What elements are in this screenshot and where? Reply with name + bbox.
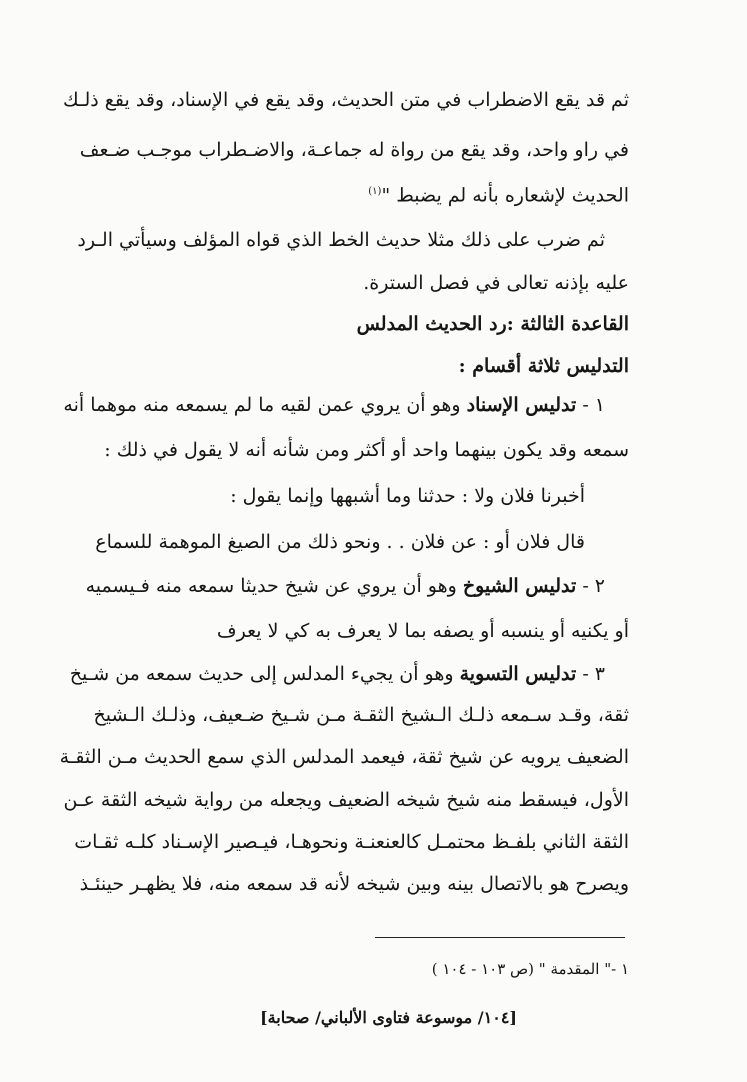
body-line-text: وهو أن يجيء المدلس إلى حديث سمعه من شـيخ [69,663,460,685]
term: تدليس الشيوخ [462,575,577,597]
body-line-text: وهو أن يروي عن شيخ حديثا سمعه منه فـيسميه [85,575,463,597]
body-line: في راو واحد، وقد يقع من رواة له جماعـة، والاضـطراب موجـب ضـعف [79,139,629,161]
body-line: قال فلان أو : عن فلان . . ونحو ذلك من الصيغ الموهمة للسماع [95,531,585,553]
body-line [69,654,605,694]
body-line-text: وهو أن يروي عمن لقيه ما لم يسمعه منه موهما أنه [63,394,467,416]
body-line: سمعه وقد يكون بينهما واحد أو أكثر ومن شأنه أنه لا يقول في ذلك : [104,439,629,461]
footnote-divider [375,937,625,938]
body-line: أو يكنيه أو ينسبه أو يصفه بما لا يعرف به كي لا يعرف [216,620,629,642]
subheading: التدليس ثلاثة أقسام : [458,355,629,377]
list-number: ٢ - [576,575,605,597]
section-heading: القاعدة الثالثة :رد الحديث المدلس [356,313,629,335]
footnote-marker: (١) [368,186,382,197]
body-line [85,566,605,606]
body-line: الضعيف يرويه عن شيخ ثقة، فيعمد المدلس الذي سمع الحديث مـن الثقـة [59,746,629,768]
list-number: ١ - [576,394,605,416]
body-line: ويصرح هو بالاتصال بينه وبين شيخه لأنه قد سمعه منه، فلا يظهـر حينئـذ [79,873,629,895]
body-line: ثم قد يقع الاضطراب في متن الحديث، وقد يقع في الإسناد، وقد يقع ذلـك [62,89,629,111]
term: تدليس الإسناد [466,394,577,416]
body-line-text: الحديث لإشعاره بأنه لم يضبط " [381,184,629,207]
body-line: أخبرنا فلان ولا : حدثنا وما أشبهها وإنما يقول : [230,485,585,507]
term: تدليس التسوية [459,663,577,685]
list-number: ٣ - [576,663,605,685]
body-line: ثقة، وقـد سـمعه ذلـك الـشيخ الثقـة مـن شـيخ ضـعيف، وذلـك الـشيخ [93,704,629,726]
body-line: عليه بإذنه تعالى في فصل السترة. [363,272,629,294]
body-line: الثقة الثاني بلفـظ محتمـل كالعنعنـة ونحوهـا، فيـصير الإسـناد كلـه ثقـات [74,831,629,853]
body-line: ثم ضرب على ذلك مثلا حديث الخط الذي قواه المؤلف وسيأتي الـرد [77,229,605,251]
body-line [63,385,605,425]
running-footer: [١٠٤/ موسوعة فتاوى الألباني/ صحابة] [260,1008,517,1027]
body-line: الأول، فيسقط منه شيخ شيخه الضعيف ويجعله من رواية شيخه الثقة عـن [63,789,629,811]
footnote: ١ -" المقدمة " (ص ١٠٣ - ١٠٤ ) [431,960,629,978]
body-line [119,172,629,212]
